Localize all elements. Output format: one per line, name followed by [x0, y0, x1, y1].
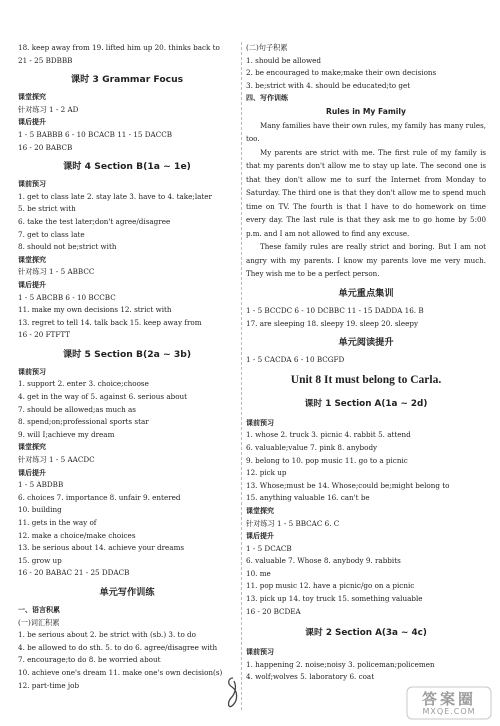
answer-line: 1 - 5 BABBB 6 - 10 BCACB 11 - 15 DACCB: [18, 129, 173, 139]
answer-line: 1 - 5 BCCDC 6 - 10 DCBBC 11 - 15 DADDA 16. B: [246, 305, 424, 315]
answer-line: 13. regret to tell 14. talk back 15. keep away from: [18, 317, 202, 327]
answer-line: 6. take the test later;don't agree/disagree: [18, 216, 171, 226]
answer-line: 13. Whose;must be 14. Whose;could be;might belong to: [246, 480, 450, 490]
answer-line: 1 - 5 CACDA 6 - 10 BCGFD: [246, 355, 345, 365]
answer-line: 1. happening 2. noise;noisy 3. policeman;policemen: [246, 659, 435, 669]
answer-line: 17. are sleeping 18. sleepy 19. sleep 20. sleepy: [246, 318, 419, 328]
answer-line: 15. grow up: [18, 555, 62, 565]
answer-line: 针对练习 1 - 5 AACDC: [18, 455, 95, 465]
answer-line: 1. be serious about 2. be strict with (sb.) 3. to do: [18, 630, 196, 640]
section-label: 课堂探究: [18, 443, 46, 452]
essay-paragraph: These family rules are really strict and boring. But I am not angry with my parents. I know my parents love me very much. They wish me to be a perfect person.: [246, 242, 486, 279]
answer-line: 12. part-time job: [18, 680, 80, 690]
right-column: [246, 42, 486, 684]
answer-line: 16 - 20 BABCB: [18, 142, 73, 152]
watermark: [406, 686, 492, 720]
answer-line: 11. make my own decisions 12. strict with: [18, 305, 172, 315]
answer-line: 4. get in the way of 5. against 6. serious about: [18, 392, 188, 402]
answer-line: 10. me: [246, 568, 271, 578]
answer-line: 18. keep away from 19. lifted him up 20. thinks back to: [18, 43, 220, 52]
section-label: 课前预习: [18, 367, 46, 376]
answer-line: 1. support 2. enter 3. choice;choose: [18, 379, 149, 389]
answer-line: 针对练习 1 - 5 BBCAC 6. C: [246, 518, 340, 528]
lesson-heading: 单元阅读提升: [338, 337, 394, 349]
left-column: [18, 42, 236, 692]
essay-paragraph: Many families have their own rules, my family has many rules, too.: [246, 120, 486, 144]
lesson-heading: 单元写作训练: [99, 586, 155, 598]
answer-line: 6. choices 7. importance 8. unfair 9. entered: [18, 492, 181, 502]
answer-line: 6. valuable;value 7. pink 8. anybody: [246, 442, 378, 452]
answer-line: 13. be serious about 14. achieve your dreams: [18, 543, 185, 553]
answer-line: 13. pick up 14. toy truck 15. something valuable: [246, 594, 423, 604]
answer-line: 10. achieve one's dream 11. make one's own decision(s): [18, 667, 223, 677]
section-label: 课后提升: [246, 532, 274, 541]
answer-line: 16 - 20 BABAC 21 - 25 DDACB: [18, 568, 130, 578]
section-label: 课堂探究: [246, 506, 274, 515]
lesson-heading: 课时 3 Grammar Focus: [70, 74, 184, 86]
answer-line: 7. get to class late: [18, 229, 85, 239]
section-label: 课前预习: [246, 418, 274, 427]
answer-line: 1. should be allowed: [246, 55, 321, 65]
section-label: 课前预习: [246, 648, 274, 657]
column-divider: [241, 42, 242, 710]
watermark-title: 答案圈: [421, 690, 476, 708]
lesson-heading: 课时 2 Section A(3a ~ 4c): [305, 628, 427, 639]
handwritten-page-mark: [224, 675, 242, 715]
answer-line: 2. be encouraged to make;make their own decisions: [246, 68, 437, 78]
answer-line: 1. whose 2. truck 3. picnic 4. rabbit 5. attend: [246, 430, 411, 440]
answer-line: 8. spend;on;professional sports star: [18, 417, 149, 427]
answer-line: 16 - 20 BCDEA: [246, 606, 301, 616]
answer-line: 9. will I;achieve my dream: [18, 429, 115, 439]
answer-line: 4. wolf;wolves 5. laboratory 6. coat: [246, 672, 375, 682]
answer-line: 针对练习 1 - 2 AD: [18, 104, 79, 114]
essay-paragraph: My parents are strict with me. The first rule of my family is that my parents don't allow me to stay up late. The second one is that they don't allow me to surf the Internet from Monday to Saturday. The third one is that they don't allow me to spend much time on TV. The fourth is that I have to do homework on time every day. The last rule is that they ask me to go home by 5:00 p.m. and I am not allowed to find any excuse.: [246, 147, 486, 238]
lesson-heading: 课时 4 Section B(1a ~ 1e): [63, 161, 191, 173]
answer-line: 12. pick up: [246, 468, 287, 478]
answer-line: 16 - 20 FTFTT: [18, 330, 71, 340]
answer-line: 15. anything valuable 16. can't be: [246, 493, 370, 503]
answer-line: 6. valuable 7. Whose 8. anybody 9. rabbits: [246, 556, 401, 566]
essay-title: Rules in My Family: [326, 106, 406, 116]
answer-line: 7. encourage;to do 8. be worried about: [18, 655, 161, 665]
section-label: 课堂探究: [18, 255, 46, 264]
section-label: 课堂探究: [18, 93, 46, 102]
answer-line: (一)词汇积累: [18, 617, 60, 627]
unit-title: Unit 8 It must belong to Carla.: [290, 373, 442, 386]
answer-line: 4. be allowed to do sth. 5. to do 6. agree/disagree with: [18, 642, 218, 652]
lesson-heading: 课时 5 Section B(2a ~ 3b): [62, 348, 192, 360]
answer-line: 12. make a choice/make choices: [18, 530, 136, 540]
answer-line: 9. belong to 10. pop music 11. go to a picnic: [246, 455, 408, 465]
section-label: 课前预习: [18, 180, 46, 189]
lesson-heading: 单元重点集训: [338, 287, 394, 299]
lesson-heading: 课时 1 Section A(1a ~ 2d): [304, 398, 428, 409]
answer-line: 1 - 5 ABCBB 6 - 10 BCCBC: [18, 292, 116, 302]
answer-line: 21 - 25 BDBBB: [18, 55, 73, 65]
answer-line: (二)句子积累: [246, 43, 288, 52]
answer-line: 10. building: [18, 505, 62, 515]
section-label: 一、语言积累: [18, 605, 60, 614]
section-label: 课后提升: [18, 118, 46, 127]
answer-line: 针对练习 1 - 5 ABBCC: [18, 267, 95, 277]
answer-line: 11. pop music 12. have a picnic/go on a picnic: [246, 581, 415, 591]
answer-line: 1 - 5 DCACB: [246, 543, 292, 553]
answer-line: 11. gets in the way of: [18, 518, 97, 527]
answer-line: 1. get to class late 2. stay late 3. have to 4. take;later: [18, 191, 212, 201]
answer-line: 5. be strict with: [18, 204, 76, 214]
section-label: 课后提升: [18, 468, 46, 477]
answer-line: 7. should be allowed;as much as: [18, 404, 136, 414]
answer-line: 3. be;strict with 4. should be educated;to get: [246, 80, 411, 90]
answer-line: 8. should not be;strict with: [18, 242, 117, 252]
watermark-url: MXQE.COM: [422, 707, 476, 716]
section-label: 课后提升: [18, 280, 46, 289]
answer-line: 1 - 5 ABDBB: [18, 480, 64, 490]
section-label: 四、写作训练: [246, 94, 288, 103]
